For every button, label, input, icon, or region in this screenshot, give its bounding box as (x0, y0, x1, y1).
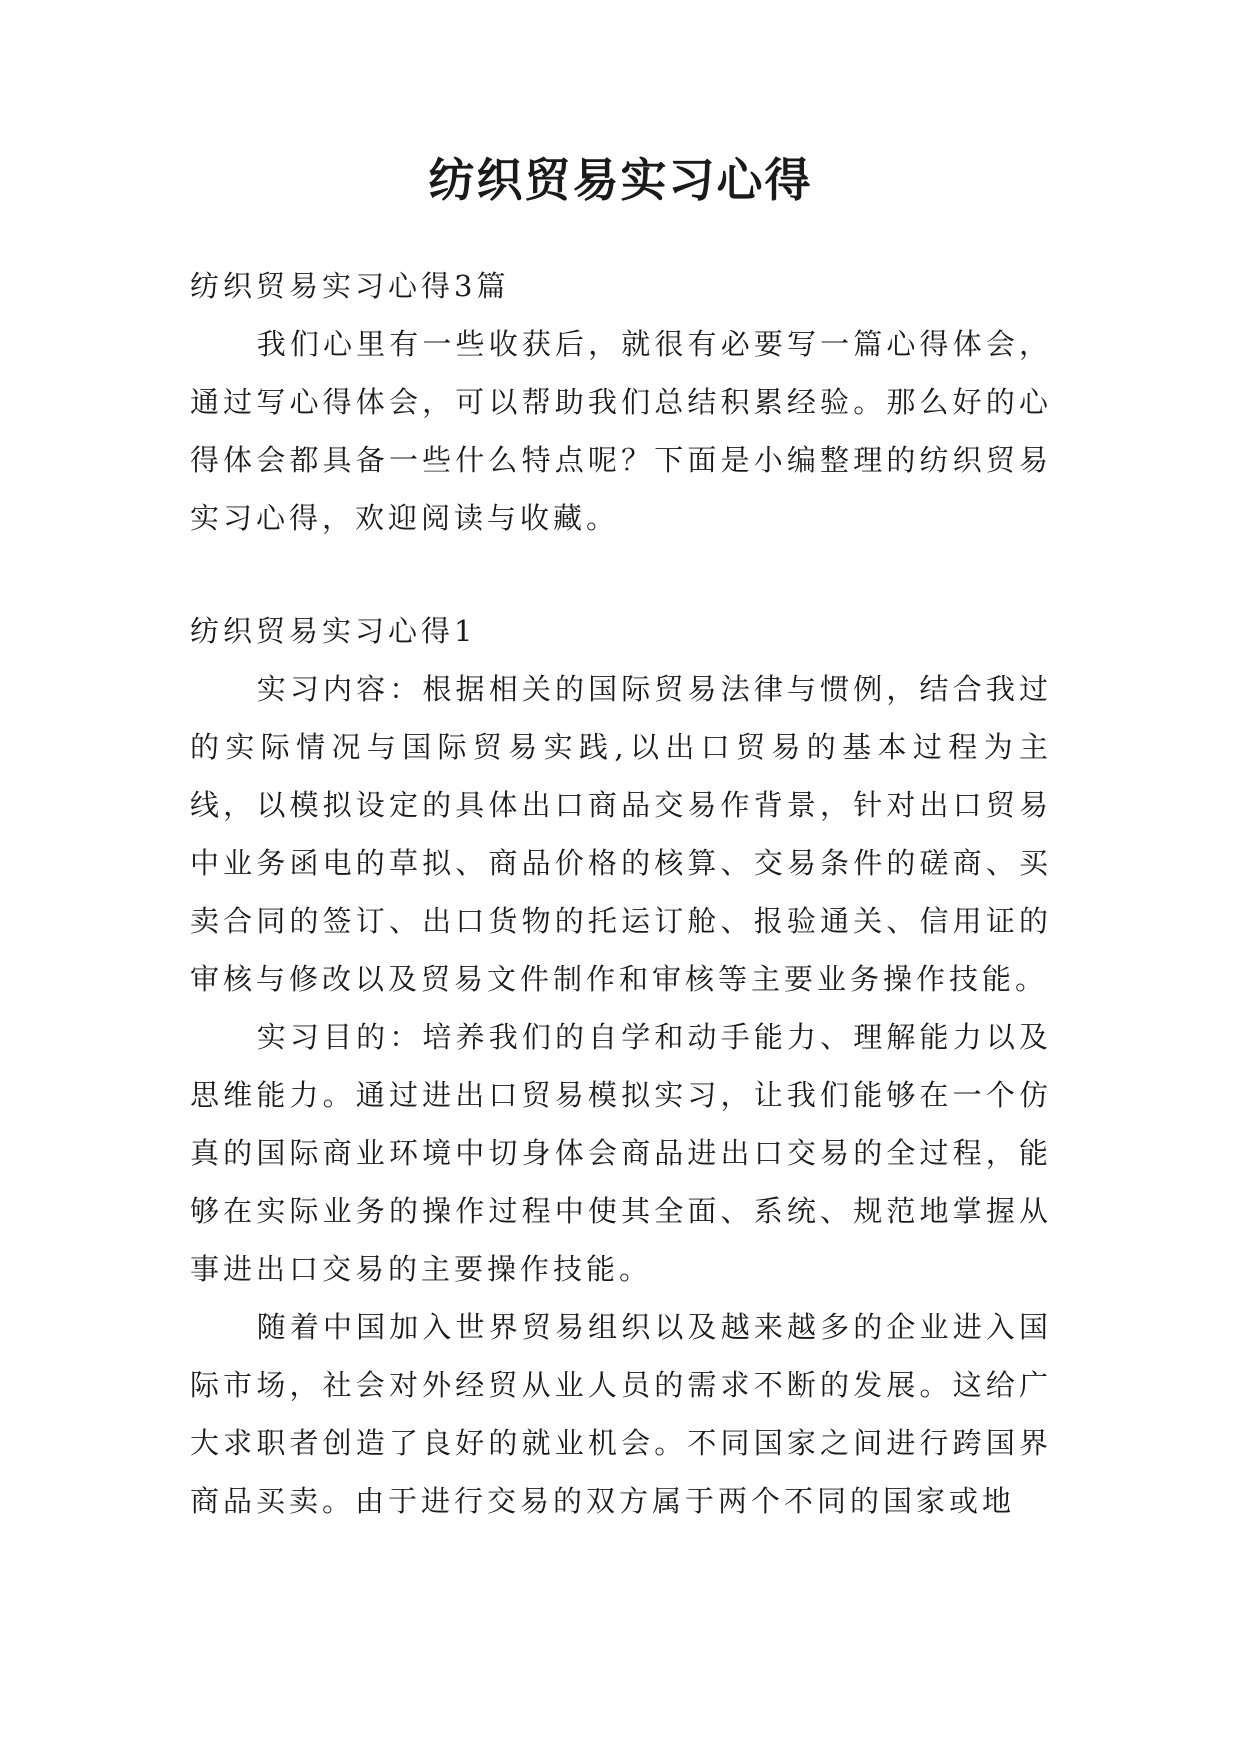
document-body (190, 257, 1052, 1530)
body-paragraph-content: 实习内容：根据相关的国际贸易法律与惯例，结合我过的实际情况与国际贸易实践,以出口贸易的基本过程为主线，以模拟设定的具体出口商品交易作背景，针对出口贸易中业务函电的草拟、商品价格的核算、交易条件的磋商、买卖合同的签订、出口货物的托运订舱、报验通关、信用证的审核与修改以及贸易文件制作和审核等主要业务操作技能。 (190, 672, 1052, 996)
body-paragraph-background: 随着中国加入世界贸易组织以及越来越多的企业进入国际市场，社会对外经贸从业人员的需求不断的发展。这给广大求职者创造了良好的就业机会。不同国家之间进行跨国界商品买卖。由于进行交易的双方属于两个不同的国家或地 (190, 1310, 1052, 1518)
document-title: 纺织贸易实习心得 (428, 153, 813, 207)
intro-paragraph: 我们心里有一些收获后，就很有必要写一篇心得体会，通过写心得体会，可以帮助我们总结积累经验。那么好的心得体会都具备一些什么特点呢？下面是小编整理的纺织贸易实习心得，欢迎阅读与收藏。 (190, 327, 1052, 535)
section-heading: 纺织贸易实习心得1 (190, 614, 477, 648)
body-paragraph-purpose: 实习目的：培养我们的自学和动手能力、理解能力以及思维能力。通过进出口贸易模拟实习，让我们能够在一个仿真的国际商业环境中切身体会商品进出口交易的全过程，能够在实际业务的操作过程中使其全面、系统、规范地掌握从事进出口交易的主要操作技能。 (190, 1020, 1052, 1286)
document-subtitle: 纺织贸易实习心得3篇 (190, 269, 510, 303)
